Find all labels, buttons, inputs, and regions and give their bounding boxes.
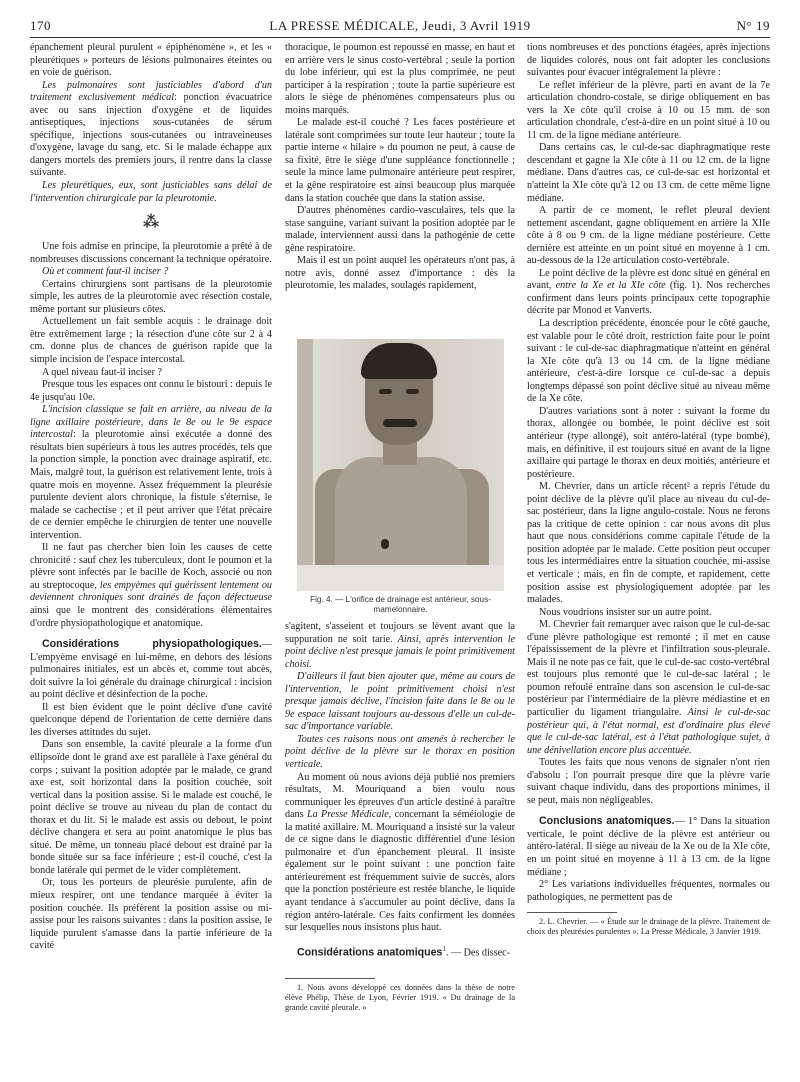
text: M. Chevrier fait remarquer avec raison que le cul-de-sac d'une plèvre pathologique est remonté ; il met en cause l'épaississement de la plèvre et l'infiltration sous-pleurale. Mais il ne note pas ce fait, que le cul-de-sac costo-vertébral est toujours plus remonté que le cul-de-sac latéral ; le poumon refoulé entraîne dans son ascension le cul-de-sac postérieur par l'intermédiaire de la plèvre médiastine et en particulier du ligament triangulaire. [527,619,770,718]
paragraph: M. Chevrier, dans un article récent² a repris l'étude du point déclive de la plèvre qu'il place au niveau du cul-de-sac postérieur, dans la ligne angulo-costale. Nous ne ferons pas la critique de cette opinion : car nous avons dit plus haut que nous considérions comme capitale l'étude de la position adoptée par le malade. Cette position peut occuper tous les intermédiaires entre la situation couchée, mi-assise et verticale ; mais, en fin de compte, et rapidement, cette position assise est physiologiquement adoptée par les malades. [527,481,770,606]
text: Au moment où nous avions déjà publié nos premiers résultats, M. Mouriquand a bien voulu nous communiquer les épreuves d'un article destiné à paraître dans [285,771,515,821]
paragraph [30,404,272,542]
paragraph: Nous voudrions insister sur un autre point. [539,606,712,618]
paragraph [285,772,515,935]
issue-number: N° 19 [736,18,770,33]
paragraph: Dans son ensemble, la cavité pleurale a la forme d'un ellipsoïde dont le grand axe est parallèle à l'axe général du corps ; suivant la position adoptée par le malade, ce grand axe est, soit horizontal dans la position couchée, soit vertical dans la position assise. Si le malade est couché, le point déclive se trouve au niveau du plan de contact du thorax et du lit. Si le malade est assis ou debout, le point déclive changera et sera au point anatomique le plus bas situé. De même, un tonneau placé debout est drainé par la bonde située sur sa face inférieure ; est-il couché, c'est la bonde latérale qui permet de le vider complètement. [30,739,272,876]
paragraph: La description précédente, énoncée pour le côté gauche, est valable pour le côté droit, restriction faite pour le point suivant : le cul-de-sac diaphragmatique n'atteint en général la XIe côte qu'à 13 ou 14 cm. de la ligne médiane antérieure, c'est-à-dire lorsque ce cul-de-sac a depuis longtemps dépassé son point déclive situé au niveau même de la Xe côte. [527,318,770,405]
italic-text: La Presse Médicale [306,809,389,821]
paragraph [527,268,770,318]
footnote: 1. Nous avons développé ces données dans la thèse de notre élève Phélip, Thèse de Lyon, Février 1919. « Du drainage de la grande cavité pleurale. » [285,982,515,1012]
paragraph: épanchement pleural purulent « épiphénomène », et les « pleurétiques » porteurs de lésions pulmonaires éteintes ou en voie de guérison. [30,42,272,79]
footnote-rule [285,978,375,979]
footnote-ref: 1 [442,944,446,953]
text: (fig. 1). Nos recherches confirment dans leurs points principaux cette topographie décrite par Monod et Vanverts. [527,280,771,317]
text: : ponction évacuatrice avec ou sans injection d'oxygène et de liquides antiseptiques, injections sous-cutanées de sérum spécifique, injections sous-cutanées ou intraveineuses d'oxygène, lavage du sang, etc. Si le malade échappe aux dangers mortels des premiers jours, il rentre dans la classe suivante. [30,92,272,179]
paragraph [30,80,272,180]
text: — 1° Dans la situation verticale, le point déclive de la plèvre est antérieur ou antéro-latéral. Il siège au niveau de la Xe ou de la XIe côte, en un point situé en moyenne à 11 à 13 cm. de la ligne médiane ; [527,816,771,878]
paragraph: A partir de ce moment, le reflet pleural devient nettement ascendant, gagne obliquement en arrière la XIIe côte à 8 ou 9 cm. de la ligne médiane postérieure. Cette dernière est atteinte en un point situé en moyenne à 1 cm. au-dessous de la 12e articulation costo-vertébrale. [527,205,770,267]
page-header [30,18,770,36]
paragraph: D'autres phénomènes cardio-vasculaires, tels que la stase sanguine, variant suivant la position adoptée par le malade, interviennent aussi dans la pathogénie de cette gêne respiratoire. [285,205,515,254]
text: — L'empyème envisagé en lui-même, en dehors des lésions pulmonaires initiales, est un abcès et, comme tout abcès, doit suivre la loi générale du drainage chirurgical : incision au point déclive et désinfection de la poche. [30,639,272,701]
paragraph: D'autres variations sont à noter : suivant la forme du thorax, allongée ou bombée, le point déclive est soit antérieur (type allongé), soit antéro-latéral (type bombé), mais, en définitive, il est toujours situé en avant de la ligne axillaire qui partage le thorax en deux moitiés, antérieure et postérieure. [527,405,770,480]
italic-text: les empyèmes qui guérissent lentement ou deviennent chroniques sont drainés de façon défectueuse [30,579,272,604]
text: , concernant la séméiologie de la matité axillaire. M. Mouriquand a insisté sur la valeur de ce signe dans le diagnostic différentiel d'une lésion pulmonaire et d'un épanchement pleural. Il insiste également sur le point suivant : une ponction faite antérieurement est fréquemment suivie de succès, alors que la ponction postérieure est restée blanche, le liquide ayant tendance à s'accumuler au point déclive, dans la région antéro-latérale. Ces faits confirment les données sur lesquelles nous insistons plus haut. [285,809,516,934]
text: : la pleurotomie ainsi exécutée a donné des résultats bien supérieurs à tous les autres procédés, tels que la ponction simple, la ponction avec drainage aspiratif, etc. Mais, malgré tout, la guérison est relativement lente, trois à quatre mois en moyenne. Assez fréquemment la pleurésie purulente devient alors chronique, la fistule s'éternise, le malade se cachectise ; et il peut arriver que l'état précaire de ce dernier empêche le chirurgien de tenter une nouvelle intervention. [30,429,272,541]
paragraph: 2° Les variations individuelles fréquentes, normales ou pathologiques, ne permettent pas de [527,879,770,903]
paragraph: Presque tous les espaces ont connu le bistouri : depuis le 4e jusqu'au 10e. [30,379,272,403]
column-3 [527,42,770,937]
italic-text: Ainsi le cul-de-sac postérieur qui, à l'état normal, est d'ordinaire plus élevé que le cul-de-sac latéral, est à l'état pathologique sujet, à une dénivellation encore plus accentuée. [527,706,770,756]
paragraph: Les pleurétiques, eux, sont justiciables sans délai de l'intervention chirurgicale par la pleurotomie. [30,180,272,204]
patient-photograph [297,339,504,591]
section-heading: Conclusions anatomiques. [539,815,675,828]
column-2-lower [285,621,515,1013]
page-number: 170 [30,18,51,33]
paragraph: A quel niveau faut-il inciser ? [42,366,163,378]
paragraph: Dans certains cas, le cul-de-sac diaphragmatique reste descendant et gagne la XIe côte à 11 ou 12 cm. de la ligne médiane. Dans d'autres cas, ce cul-de-sac est horizontal et n'atteint la XIe côte qu'à 12 ou 13 cm. de cette même ligne médiane. [527,142,770,204]
paragraph [30,638,272,702]
italic-text: entre la Xe et la XIe côte [555,280,666,292]
text: . — Des dissec- [445,947,511,959]
text: ainsi que le montrent des considérations élémentaires d'ordre physiopathologique et anatomique. [30,604,272,629]
drainage-orifice-marker [381,539,389,549]
header-rule [30,37,770,38]
paragraph [285,943,515,960]
text: Le point déclive de la plèvre est donc situé en général en avant, [527,267,770,292]
paragraph: Il est bien évident que le point déclive d'une cavité quelconque dépend de l'orientation de cette dernière dans les diverses attitudes du sujet. [30,701,272,738]
column-2 [285,42,515,293]
paragraph: Une fois admise en principe, la pleurotomie a prêté à de nombreuses discussions concernant la technique opératoire. [30,241,272,265]
italic-text: Ainsi, après intervention le point déclive n'est presque jamais le point primitivement choisi. [285,633,515,670]
paragraph: Actuellement un fait semble acquis : le drainage doit être extrêmement large ; la résection d'une côte sur 2 à 4 cm. donne plus de chances de guérison rapide que la simple incision de l'espace intercostal. [30,316,272,366]
paragraph [527,619,770,757]
section-heading: Considérations anatomiques [297,946,443,959]
paragraph: Le malade est-il couché ? Les faces postérieure et latérale sont comprimées sur toute leur hauteur ; toute la partie interne « hilaire » du poumon ne peut, à cause de sa fixité, être le siège d'une suppléance fonctionnelle ; seule la mince lame pulmonaire antérieure peut respirer, et la gêne respiratoire est ainsi beaucoup plus marquée dans la station couchée que dans la station assise. [285,117,515,204]
footnote: 2. L. Chevrier. — « Étude sur le drainage de la plèvre. Traitement de choix des pleurésies purulentes ». La Presse Médicale, 3 Janvier 1919. [527,917,770,937]
italic-text: L'incision classique se fait en arrière, au niveau de la ligne axillaire postérieure, dans le 8e ou le 9e espace intercostal [30,404,272,441]
paragraph: Où et comment faut-il inciser ? [42,266,169,278]
paragraph [285,621,515,671]
column-1 [30,42,272,953]
text: s'agitent, s'asseient et toujours se lèvent avant que la suppuration ne soit tarie. [285,621,515,645]
section-heading: Considérations physiopathologiques. [42,638,262,651]
text: Il ne faut pas chercher bien loin les causes de cette chronicité : sauf chez les tuberculeux, dont le poumon et la plèvre sont infectés par le bacille de Koch, associé ou non au streptocoque, [30,542,272,591]
paragraph: Or, tous les porteurs de pleurésie purulente, afin de mieux respirer, ont une tendance marquée à éviter la position couchée. Ils préfèrent la position assise ou mi-assise pour les raisons suivantes : dans la position assise, le liquide purulent s'amasse dans la partie inférieure de la cavité [30,877,272,952]
paragraph: thoracique, le poumon est repoussé en masse, en haut et en arrière vers le sinus costo-vertébral ; seule la portion du lobe inférieur, qui est la plus comprimée, ne peut participer à la respiration ; toute la partie supérieure est alors le siège de phénomènes compensateurs plus ou moins marqués. [285,42,515,116]
paragraph: Mais il est un point auquel les opérateurs n'ont pas, à notre avis, donné assez d'importance : dès la pleurotomie, les malades, soulagés rapidement, [285,255,515,292]
paragraph: Toutes ces raisons nous ont amenés à rechercher le point déclive de la plèvre sur le thorax en position verticale. [285,733,515,771]
footnote-rule [527,912,617,913]
paragraph: Toutes les faits que nous venons de signaler n'ont rien d'absolu ; l'on pourrait presque dire que la plèvre varie suivant chaque individu, dans des proportions minimes, il se peut, mais non négligeables. [527,757,770,806]
paragraph: tions nombreuses et des ponctions étagées, après injections de liquides colorés, nous ont fait adopter les conclusions suivantes pour évacuer intégralement la plèvre : [527,42,770,79]
paragraph: Le reflet inférieur de la plèvre, parti en avant de la 7e articulation chondro-costale, se dirige obliquement en bas vers la Xe côte qu'il croise à 10 ou 15 mm. de son articulation chondrale, c'est-à-dire en un point situé à 10 ou 11 cm. de la ligne médiane antérieure. [527,79,770,141]
paragraph: Certains chirurgiens sont partisans de la pleurotomie simple, les autres de la pleurotomie avec résection costale, même portant sur plusieurs côtes. [30,278,272,315]
figure-caption: Fig. 4. — L'orifice de drainage est antérieur, sous-mamelonnaire. [310,595,491,614]
italic-text: Les pulmonaires sont justiciables d'abord d'un traitement exclusivement médical [30,79,272,104]
paragraph: D'ailleurs il faut bien ajouter que, même au cours de l'intervention, le point primitivement choisi n'est presque jamais déclive, l'incision faite dans le 8e ou le 9e espace laissant toujours au-dessous d'elle un cul-de-sac d'importance variable. [285,671,515,733]
paragraph [527,815,770,879]
journal-title: LA PRESSE MÉDICALE, Jeudi, 3 Avril 1919 [269,18,531,33]
paragraph [30,542,272,630]
section-separator: ⁂ [142,214,160,232]
